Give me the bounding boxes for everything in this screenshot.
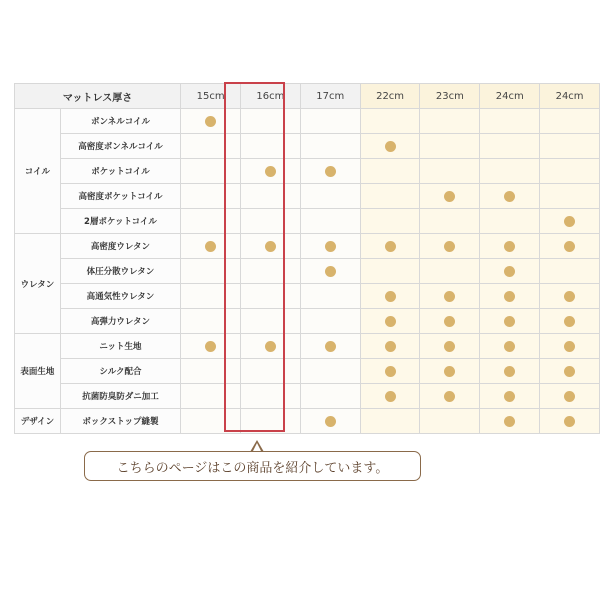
table-row	[15, 209, 600, 234]
included-dot-icon	[385, 141, 396, 152]
included-dot-icon	[444, 191, 455, 202]
feature-cell	[241, 309, 301, 334]
included-dot-icon	[444, 391, 455, 402]
included-dot-icon	[325, 416, 336, 427]
included-dot-icon	[325, 241, 336, 252]
feature-cell	[480, 234, 540, 259]
included-dot-icon	[325, 166, 336, 177]
column-header: 24cm	[540, 84, 600, 109]
feature-cell	[300, 384, 360, 409]
included-dot-icon	[504, 241, 515, 252]
feature-cell	[540, 384, 600, 409]
feature-cell	[360, 109, 420, 134]
feature-cell	[300, 334, 360, 359]
feature-cell	[420, 134, 480, 159]
included-dot-icon	[504, 191, 515, 202]
feature-cell	[241, 134, 301, 159]
feature-cell	[540, 359, 600, 384]
feature-cell	[241, 209, 301, 234]
feature-label: 高弾力ウレタン	[60, 309, 180, 334]
feature-cell	[181, 409, 241, 434]
column-header: 15cm	[181, 84, 241, 109]
included-dot-icon	[444, 291, 455, 302]
callout-note	[84, 451, 421, 481]
feature-cell	[300, 234, 360, 259]
feature-cell	[360, 334, 420, 359]
feature-label: 高密度ウレタン	[60, 234, 180, 259]
feature-cell	[540, 334, 600, 359]
included-dot-icon	[504, 291, 515, 302]
feature-cell	[360, 134, 420, 159]
feature-cell	[181, 184, 241, 209]
header-thickness-label: マットレス厚さ	[15, 84, 181, 109]
column-header: 17cm	[300, 84, 360, 109]
included-dot-icon	[504, 316, 515, 327]
feature-cell	[181, 109, 241, 134]
feature-label: 体圧分散ウレタン	[60, 259, 180, 284]
feature-cell	[181, 384, 241, 409]
table-row	[15, 184, 600, 209]
feature-cell	[360, 384, 420, 409]
feature-cell	[420, 309, 480, 334]
included-dot-icon	[564, 316, 575, 327]
feature-cell	[480, 259, 540, 284]
included-dot-icon	[205, 341, 216, 352]
feature-cell	[181, 259, 241, 284]
feature-cell	[181, 359, 241, 384]
category-label: コイル	[15, 109, 61, 234]
column-header: 16cm	[241, 84, 301, 109]
table-row	[15, 109, 600, 134]
feature-cell	[300, 134, 360, 159]
feature-cell	[420, 284, 480, 309]
feature-cell	[360, 309, 420, 334]
table-row	[15, 134, 600, 159]
feature-cell	[300, 209, 360, 234]
feature-cell	[480, 309, 540, 334]
included-dot-icon	[444, 241, 455, 252]
feature-label: ボンネルコイル	[60, 109, 180, 134]
included-dot-icon	[385, 291, 396, 302]
included-dot-icon	[444, 366, 455, 377]
included-dot-icon	[564, 241, 575, 252]
included-dot-icon	[564, 216, 575, 227]
included-dot-icon	[504, 391, 515, 402]
category-label: ウレタン	[15, 234, 61, 334]
feature-cell	[300, 259, 360, 284]
feature-cell	[360, 209, 420, 234]
feature-cell	[300, 109, 360, 134]
feature-label: シルク配合	[60, 359, 180, 384]
feature-cell	[420, 384, 480, 409]
included-dot-icon	[265, 166, 276, 177]
column-header: 24cm	[480, 84, 540, 109]
category-label: デザイン	[15, 409, 61, 434]
included-dot-icon	[564, 291, 575, 302]
feature-cell	[181, 134, 241, 159]
included-dot-icon	[385, 341, 396, 352]
feature-cell	[480, 209, 540, 234]
feature-label: ボックストップ縫製	[60, 409, 180, 434]
feature-cell	[540, 259, 600, 284]
included-dot-icon	[504, 366, 515, 377]
feature-label: 高密度ポケットコイル	[60, 184, 180, 209]
feature-cell	[360, 159, 420, 184]
table-header-row	[15, 84, 600, 109]
feature-cell	[420, 234, 480, 259]
feature-cell	[360, 409, 420, 434]
feature-cell	[480, 109, 540, 134]
table-row	[15, 234, 600, 259]
feature-cell	[540, 184, 600, 209]
feature-cell	[241, 334, 301, 359]
included-dot-icon	[564, 416, 575, 427]
feature-cell	[480, 384, 540, 409]
column-header: 22cm	[360, 84, 420, 109]
feature-cell	[241, 409, 301, 434]
included-dot-icon	[325, 266, 336, 277]
feature-cell	[540, 284, 600, 309]
table-row	[15, 284, 600, 309]
feature-cell	[540, 209, 600, 234]
feature-cell	[480, 409, 540, 434]
feature-label: 高通気性ウレタン	[60, 284, 180, 309]
feature-cell	[420, 359, 480, 384]
table-row	[15, 384, 600, 409]
feature-cell	[241, 384, 301, 409]
feature-cell	[181, 234, 241, 259]
feature-cell	[420, 334, 480, 359]
included-dot-icon	[504, 266, 515, 277]
feature-cell	[241, 284, 301, 309]
included-dot-icon	[385, 316, 396, 327]
feature-cell	[420, 184, 480, 209]
feature-cell	[540, 109, 600, 134]
table-row	[15, 259, 600, 284]
included-dot-icon	[265, 341, 276, 352]
feature-cell	[300, 159, 360, 184]
feature-cell	[480, 134, 540, 159]
table-row	[15, 359, 600, 384]
included-dot-icon	[444, 341, 455, 352]
feature-cell	[181, 284, 241, 309]
included-dot-icon	[265, 241, 276, 252]
feature-cell	[540, 234, 600, 259]
feature-cell	[420, 259, 480, 284]
feature-cell	[480, 334, 540, 359]
feature-cell	[480, 184, 540, 209]
included-dot-icon	[564, 341, 575, 352]
feature-cell	[300, 409, 360, 434]
included-dot-icon	[205, 241, 216, 252]
table-row	[15, 309, 600, 334]
included-dot-icon	[564, 366, 575, 377]
feature-cell	[181, 209, 241, 234]
feature-cell	[420, 409, 480, 434]
feature-cell	[540, 309, 600, 334]
feature-cell	[181, 309, 241, 334]
feature-cell	[241, 109, 301, 134]
feature-cell	[540, 134, 600, 159]
feature-cell	[480, 159, 540, 184]
included-dot-icon	[504, 416, 515, 427]
feature-cell	[360, 259, 420, 284]
feature-cell	[181, 159, 241, 184]
feature-cell	[360, 284, 420, 309]
feature-cell	[480, 359, 540, 384]
table-row	[15, 409, 600, 434]
feature-cell	[360, 359, 420, 384]
feature-label: 高密度ボンネルコイル	[60, 134, 180, 159]
included-dot-icon	[385, 391, 396, 402]
included-dot-icon	[385, 366, 396, 377]
included-dot-icon	[504, 341, 515, 352]
feature-cell	[241, 184, 301, 209]
feature-cell	[300, 359, 360, 384]
feature-cell	[360, 184, 420, 209]
included-dot-icon	[564, 391, 575, 402]
feature-cell	[241, 234, 301, 259]
feature-cell	[480, 284, 540, 309]
included-dot-icon	[205, 116, 216, 127]
feature-label: ポケットコイル	[60, 159, 180, 184]
mattress-comparison-table	[14, 83, 600, 434]
table-row	[15, 334, 600, 359]
category-label: 表面生地	[15, 334, 61, 409]
feature-label: ニット生地	[60, 334, 180, 359]
feature-cell	[181, 334, 241, 359]
feature-cell	[300, 284, 360, 309]
feature-cell	[241, 259, 301, 284]
feature-label: 2層ポケットコイル	[60, 209, 180, 234]
callout-text: こちらのページはこの商品を紹介しています。	[116, 460, 389, 476]
column-header: 23cm	[420, 84, 480, 109]
feature-cell	[540, 159, 600, 184]
feature-cell	[420, 209, 480, 234]
feature-cell	[420, 109, 480, 134]
feature-cell	[241, 359, 301, 384]
feature-cell	[420, 159, 480, 184]
table-row	[15, 159, 600, 184]
feature-label: 抗菌防臭防ダニ加工	[60, 384, 180, 409]
included-dot-icon	[385, 241, 396, 252]
included-dot-icon	[444, 316, 455, 327]
feature-cell	[300, 309, 360, 334]
feature-cell	[360, 234, 420, 259]
feature-cell	[300, 184, 360, 209]
feature-cell	[540, 409, 600, 434]
included-dot-icon	[325, 341, 336, 352]
feature-cell	[241, 159, 301, 184]
